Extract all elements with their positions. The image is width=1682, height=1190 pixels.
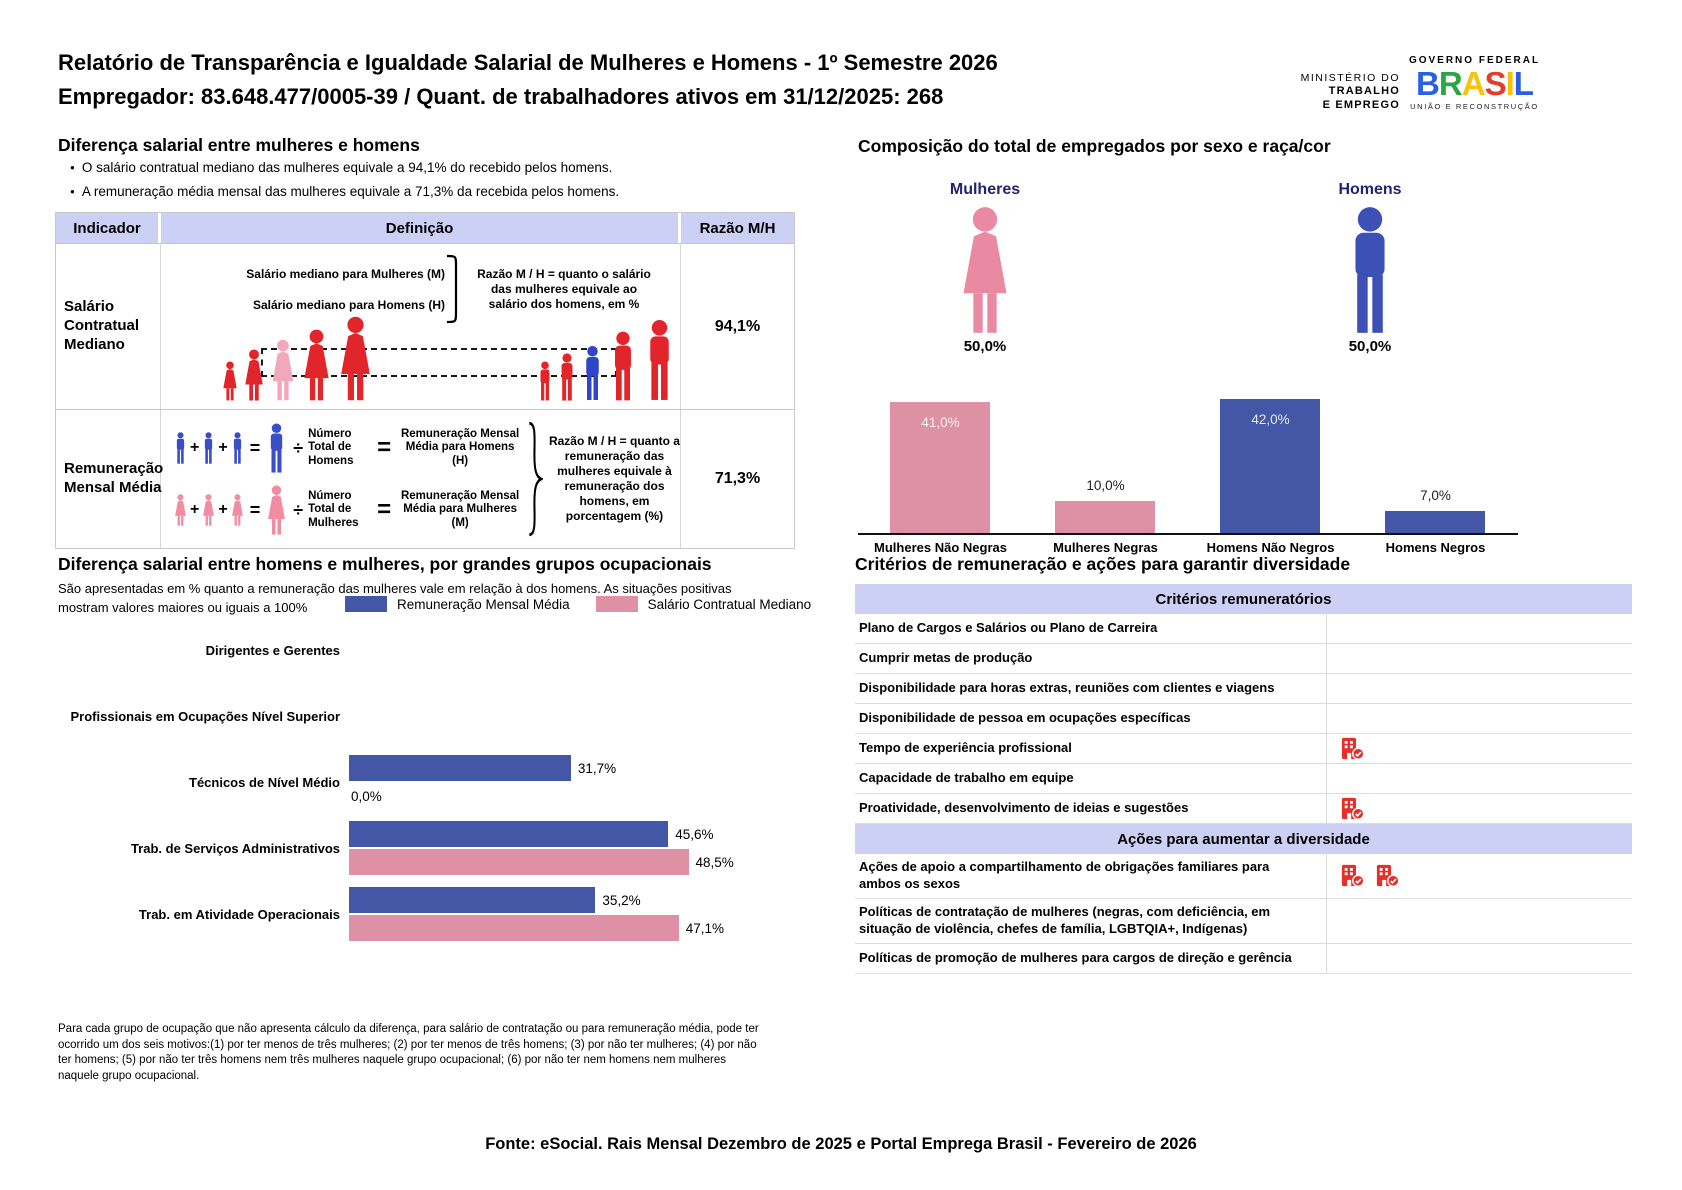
table-row-salario-mediano (56, 243, 794, 409)
criteria-label: Plano de Cargos e Salários ou Plano de Carreira (855, 614, 1327, 643)
table-row (855, 764, 1632, 794)
criteria-label: Disponibilidade de pessoa em ocupações específicas (855, 704, 1327, 733)
table-row-remuneracao-media (56, 409, 794, 548)
men-average-formula (173, 423, 522, 473)
divide-operator: ÷ (293, 499, 304, 520)
woman-icon (955, 206, 1015, 334)
median-men-label: Salário mediano para Homens (H) (252, 297, 445, 312)
woman-large-icon (265, 485, 288, 535)
legend-label-remuneracao: Remuneração Mensal Média (397, 596, 570, 612)
bar-column-homens-negros (1353, 368, 1518, 533)
table-row (855, 614, 1632, 644)
table-row (855, 734, 1632, 764)
col-indicador: Indicador (56, 213, 161, 243)
category-label: Técnicos de Nível Médio (189, 775, 340, 791)
governo-federal-label: GOVERNO FEDERAL (1408, 55, 1541, 66)
women-average-formula (173, 485, 522, 535)
men-average-label: Remuneração Mensal Média para Homens (H) (400, 428, 520, 467)
plus-operator: + (190, 439, 200, 456)
table-row (855, 794, 1632, 824)
ratio-value-median: 94,1% (714, 317, 761, 335)
band-criterios-remuneratorios: Critérios remuneratórios (855, 584, 1632, 614)
bar-remuneracao-tecnicos (349, 755, 571, 781)
plus-operator: + (190, 501, 200, 518)
man-icon (556, 353, 578, 401)
men-group-label: Homens (1338, 181, 1402, 198)
bar-value-label: 41,0% (921, 415, 960, 430)
woman-icon (173, 494, 188, 526)
table-row (855, 944, 1632, 974)
definition-remuneracao-media (161, 410, 681, 548)
category-label: Dirigentes e Gerentes (205, 643, 340, 659)
bar-value-label: 35,2% (602, 892, 641, 908)
equals-operator: = (249, 499, 261, 520)
band-acoes-diversidade: Ações para aumentar a diversidade (855, 824, 1632, 854)
employer-line: Empregador: 83.648.477/0005-39 / Quant. de trabalhadores ativos em 31/12/2025: 268 (58, 84, 944, 109)
gap-bullets (70, 160, 619, 208)
occupational-description: São apresentadas em % quanto a remuneração das mulheres vale em relação à dos homens. As situações positivas mostram valores maiores ou iguais a 100% (58, 581, 732, 615)
men-pct: 50,0% (1348, 338, 1392, 355)
section-occupational-heading: Diferença salarial entre homens e mulheres, por grandes grupos ocupacionais (58, 554, 712, 574)
man-icon (173, 432, 188, 464)
company-check-icon (1341, 737, 1364, 760)
col-razao: Razão M/H (681, 213, 794, 243)
category-label: Mulheres Não Negras (874, 540, 1007, 555)
legend-swatch-pink (596, 596, 638, 612)
table-row (855, 674, 1632, 704)
criteria-label: Proatividade, desenvolvimento de ideias e sugestões (855, 794, 1327, 823)
col-definicao: Definição (161, 213, 681, 243)
bar-value-label: 48,5% (695, 854, 734, 870)
bar-value-label: 31,7% (577, 760, 617, 776)
source-footer: Fonte: eSocial. Rais Mensal Dezembro de 2025 e Portal Emprega Brasil - Fevereiro de 2026 (485, 1135, 1197, 1153)
median-women-label: Salário mediano para Mulheres (M) (246, 266, 445, 281)
ratio-note-average: Razão M / H = quanto a remuneração das mulheres equivale à remuneração dos homens, em porcentagem (%) (548, 434, 680, 523)
company-check-icon (1341, 864, 1364, 887)
ministry-line1: MINISTÉRIO DO (1300, 72, 1400, 84)
occ-row-dirigentes (58, 618, 798, 684)
company-check-icon (1376, 864, 1399, 887)
criteria-label: Capacidade de trabalho em equipe (855, 764, 1327, 793)
bar-value-label: 45,6% (675, 826, 714, 842)
men-total-label: Número Total de Homens (308, 428, 354, 467)
legend-swatch-blue (345, 596, 387, 612)
man-large-icon (265, 423, 288, 473)
bar-column-homens-nao-negros (1188, 368, 1353, 533)
bar-salario-administrativos (349, 849, 689, 875)
ratio-note-median: Razão M / H = quanto o salário das mulheres equivale ao salário dos homens, em % (477, 266, 651, 311)
woman-icon (201, 494, 216, 526)
median-pictogram (161, 301, 681, 401)
uniao-reconstrucao-label: UNIÃO E RECONSTRUÇÃO (1410, 102, 1539, 111)
indicator-salario-mediano: Salário Contratual Mediano (56, 244, 161, 409)
equals-operator: = (377, 434, 392, 461)
ministry-logo (1240, 72, 1400, 113)
criteria-label: Tempo de experiência profissional (855, 734, 1327, 763)
table-row (855, 854, 1632, 899)
woman-icon (336, 316, 375, 401)
category-label: Mulheres Negras (1053, 540, 1158, 555)
women-total-label: Número Total de Mulheres (308, 490, 359, 529)
men-figures-group (536, 319, 678, 401)
woman-icon (230, 494, 245, 526)
man-icon (607, 331, 639, 401)
indicator-remuneracao-media: Remuneração Mensal Média (56, 410, 161, 548)
woman-icon (242, 349, 266, 401)
criteria-label: Políticas de promoção de mulheres para cargos de direção e gerência (855, 944, 1327, 973)
composition-bar-chart (858, 368, 1518, 555)
bar-homens-negros (1385, 511, 1485, 533)
bar-salario-operacionais (349, 915, 679, 941)
man-icon (201, 432, 216, 464)
bar-value-label: 0,0% (351, 788, 382, 804)
criteria-label: Disponibilidade para horas extras, reuniões com clientes e viagens (855, 674, 1327, 703)
bar-value-label: 47,1% (685, 920, 724, 936)
table-row (855, 704, 1632, 734)
man-median-icon (580, 345, 605, 401)
category-label: Profissionais em Ocupações Nível Superior (70, 709, 340, 725)
bar-column-mulheres-negras (1023, 368, 1188, 533)
women-figure (905, 206, 1065, 334)
definition-salario-mediano (161, 244, 681, 409)
women-figures-group (221, 316, 375, 401)
brasil-wordmark: BRASIL (1416, 65, 1533, 102)
equals-operator: = (249, 437, 261, 458)
man-icon (641, 319, 678, 401)
chart-legend (345, 596, 811, 612)
woman-icon (221, 361, 239, 401)
criteria-label: Cumprir metas de produção (855, 644, 1327, 673)
table-row (855, 644, 1632, 674)
section-composition-heading: Composição do total de empregados por sexo e raça/cor (858, 136, 1331, 156)
category-label: Trab. de Serviços Administrativos (130, 841, 340, 857)
occupational-bar-chart (58, 618, 798, 948)
bar-value-label: 10,0% (1086, 478, 1125, 493)
occ-row-tecnicos (58, 750, 798, 816)
ministry-line3: E EMPREGO (1322, 98, 1400, 111)
criteria-label: Ações de apoio a compartilhamento de obrigações familiares para ambos os sexos (855, 854, 1327, 898)
occ-row-profissionais (58, 684, 798, 750)
category-label: Trab. em Atividade Operacionais (138, 907, 340, 923)
occupational-footnote: Para cada grupo de ocupação que não apresenta cálculo da diferença, para salário de contratação ou para remuneração média, pode ter ocorrido um dos seis motivos:(1) por ter menos de três mulheres; (2) por ter menos de três homens; (3) por não ter mulheres; (4) por não ter homens; (5) por não ter três homens nem três mulheres naquele grupo ocupacional; (6) por não ter nem homens nem mulheres naquele grupo ocupacional. (58, 1023, 759, 1082)
women-average-label: Remuneração Mensal Média para Mulheres (M) (400, 490, 520, 529)
occ-row-administrativos (58, 816, 798, 882)
divide-operator: ÷ (293, 437, 304, 458)
man-icon (536, 361, 554, 401)
ratio-value-average: 71,3% (714, 470, 761, 487)
woman-icon (300, 329, 333, 401)
category-label: Homens Não Negros (1206, 540, 1335, 555)
plus-operator: + (218, 439, 228, 456)
gap-bullet-1: ● O salário contratual mediano das mulheres equivale a 94,1% do recebido pelos homens. (70, 160, 619, 175)
man-icon (230, 432, 245, 464)
brace-icon (526, 421, 543, 537)
woman-median-icon (269, 339, 297, 401)
company-check-icon (1341, 797, 1364, 820)
legend-label-salario: Salário Contratual Mediano (647, 596, 812, 612)
man-icon (1339, 206, 1401, 334)
bar-value-label: 42,0% (1251, 412, 1290, 427)
category-label: Homens Negros (1385, 540, 1486, 555)
women-pct: 50,0% (963, 338, 1007, 355)
gap-bullet-2: ● A remuneração média mensal das mulheres equivale a 71,3% da recebida pelos homens. (70, 184, 619, 199)
bar-column-mulheres-nao-negras (858, 368, 1023, 533)
gap-table-header (56, 213, 794, 243)
occ-row-operacionais (58, 882, 798, 948)
bar-mulheres-negras (1055, 501, 1155, 533)
bar-remuneracao-administrativos (349, 821, 668, 847)
criteria-table (855, 584, 1632, 974)
bar-remuneracao-operacionais (349, 887, 595, 913)
table-row (855, 899, 1632, 944)
gov-brasil-logo (1402, 55, 1547, 111)
section-criteria-heading: Critérios de remuneração e ações para garantir diversidade (855, 554, 1351, 574)
gap-table (55, 212, 795, 549)
plus-operator: + (218, 501, 228, 518)
men-figure (1290, 206, 1450, 334)
women-group-label: Mulheres (949, 181, 1021, 198)
section-gap-heading: Diferença salarial entre mulheres e homens (58, 135, 420, 155)
criteria-label: Políticas de contratação de mulheres (negras, com deficiência, em situação de violência, chefes de família, LGBTQIA+, Indígenas) (855, 899, 1327, 943)
bar-value-label: 7,0% (1420, 488, 1451, 503)
ministry-line2: TRABALHO (1328, 85, 1400, 98)
page-title: Relatório de Transparência e Igualdade Salarial de Mulheres e Homens - 1º Semestre 2026 (58, 50, 998, 75)
equals-operator: = (377, 496, 392, 523)
